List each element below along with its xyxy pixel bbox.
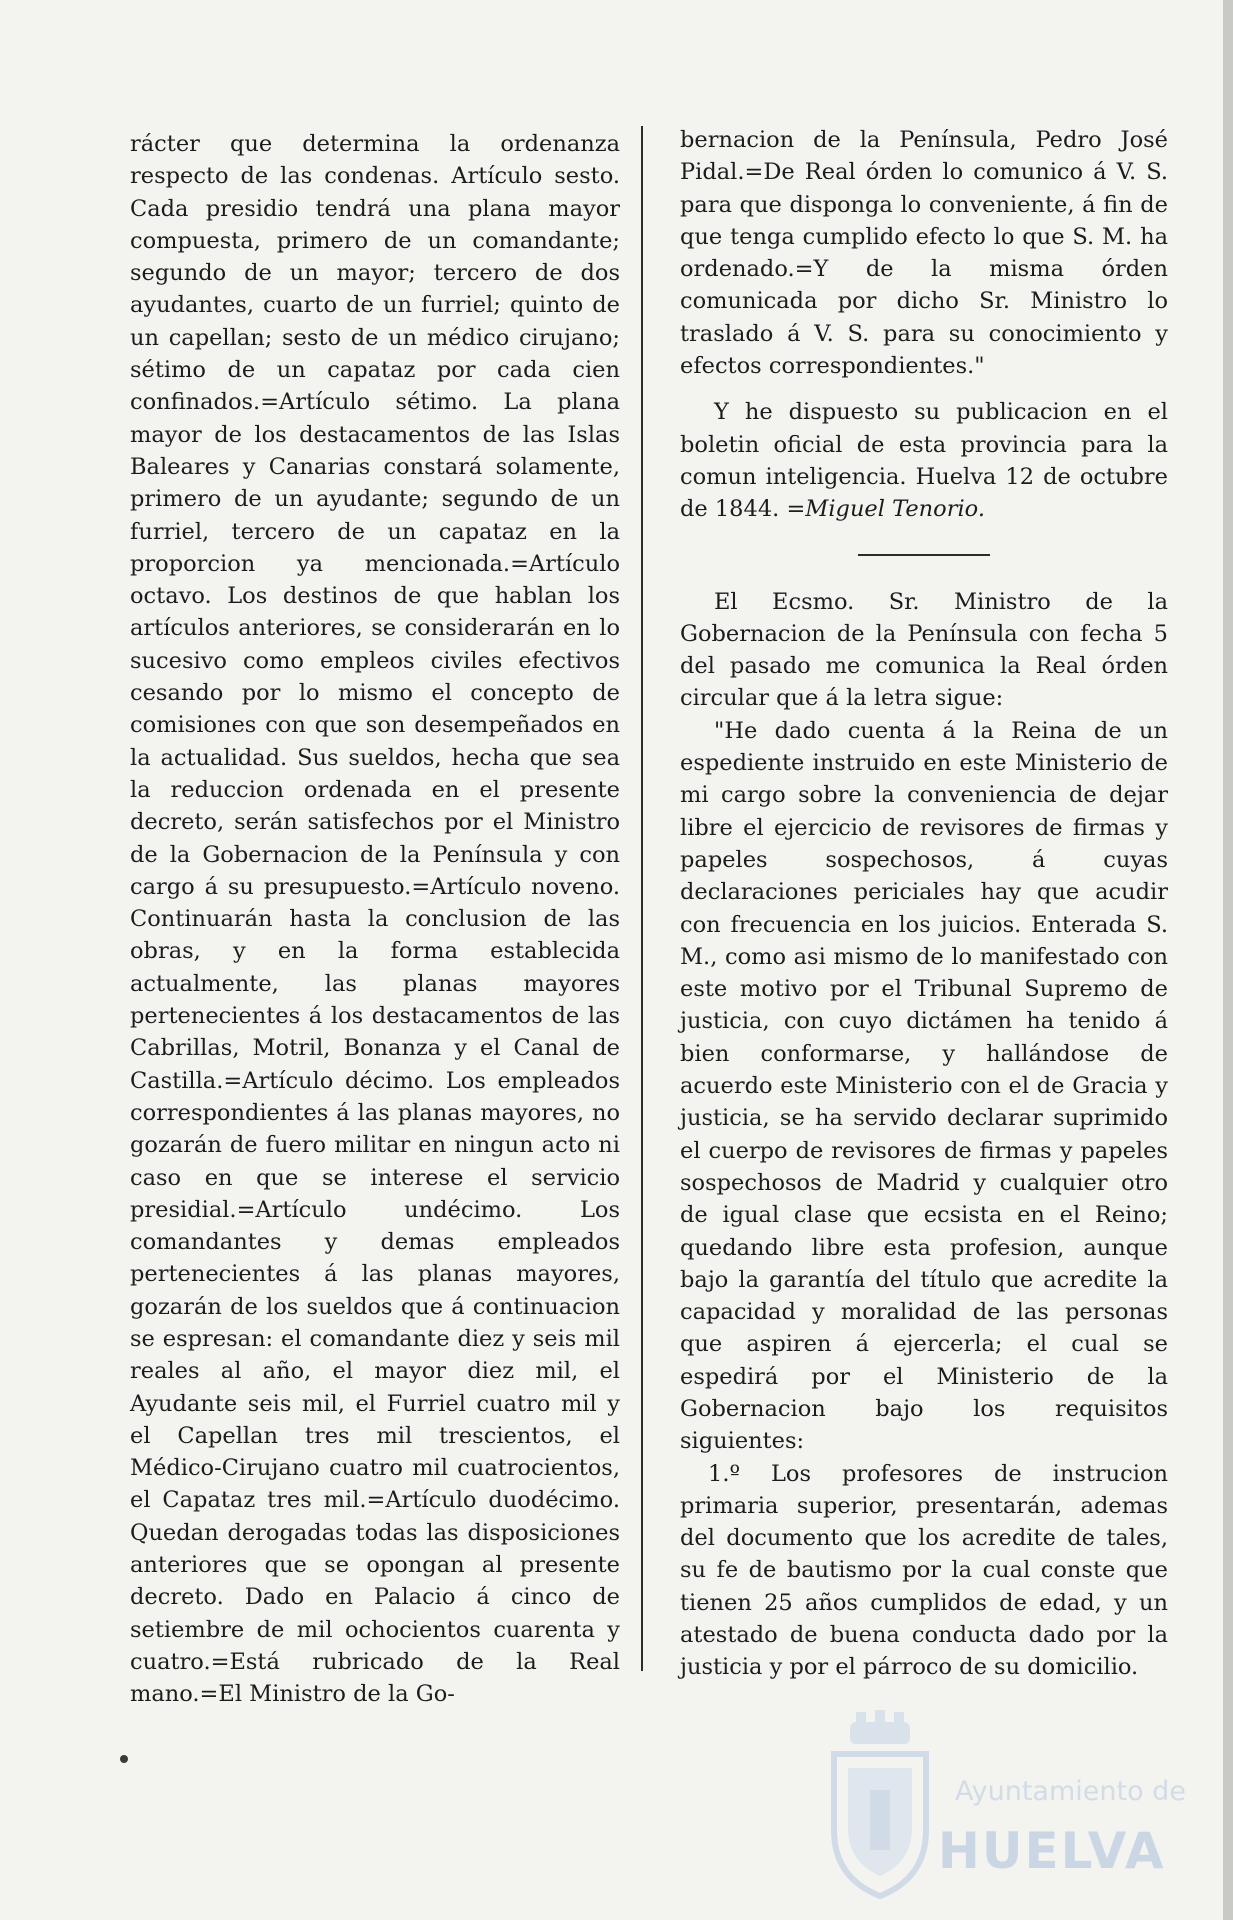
right-paragraph-3: El Ecsmo. Sr. Ministro de la Gobernacion de la Península con fecha 5 del pasado me comunica la Real órden circular que á la letra sigue: [680,588,1168,712]
watermark-line-1: Ayuntamiento de [955,1776,1186,1807]
ink-spot [120,1755,128,1763]
section-divider [858,554,990,556]
watermark-line-2: HUELVA [938,1822,1166,1880]
left-column [130,128,620,1711]
signature: =Miguel Tenorio. [786,496,985,523]
column-divider [641,126,643,1671]
left-paragraph-1: rácter que determina la ordenanza respecto de las condenas. Artículo sesto. Cada presidio tendrá una plana mayor compuesta, primero de un comandante; segundo de un mayor; tercero de dos ayudantes, cuarto de un furriel; quinto de un capellan; sesto de un médico cirujano; sétimo de un capataz por cada cien confinados.=Artículo sétimo. La plana mayor de los destacamentos de las Islas Baleares y Canarias constará solamente, primero de un ayudante; segundo de un furriel, tercero de un capataz en la proporcion ya mencionada.=Artículo octavo. Los destinos de que hablan los artículos anteriores, se considerarán en lo sucesivo como empleos civiles efectivos cesando por lo mismo el concepto de comisiones con que son desempeñados en la actualidad. Sus sueldos, hecha que sea la reduccion ordenada en el presente decreto, serán satisfechos por el Ministro de la Gobernacion de la Península y con cargo á su presupuesto.=Artículo noveno. Continuarán hasta la conclusion de las obras, y en la forma establecida actualmente, las planas mayores pertenecientes á los destacamentos de las Cabrillas, Motril, Bonanza y el Canal de Castilla.=Artículo décimo. Los empleados correspondientes á las planas mayores, no gozarán de fuero militar en ningun acto ni caso en que se interese el servicio presidial.=Artículo undécimo. Los comandantes y demas empleados pertenecientes á las planas mayores, gozarán de los sueldos que á continuacion se espresan: el comandante diez y seis mil reales al año, el mayor diez mil, el Ayudante seis mil, el Furriel cuatro mil y el Capellan tres mil trescientos, el Médico-Cirujano cuatro mil cuatrocientos, el Capataz tres mil.=Artículo duodécimo. Quedan derogadas todas las disposiciones anteriores que se opongan al presente decreto. Dado en Palacio á cinco de setiembre de mil ochocientos cuarenta y cuatro.=Está rubricado de la Real mano.=El Ministro de la Go- [130,131,620,1708]
watermark [820,1710,1186,1900]
coat-of-arms-icon [820,1710,940,1900]
right-column [680,124,1168,1684]
right-paragraph-1: bernacion de la Península, Pedro José Pidal.=De Real órden lo comunico á V. S. para que disponga lo conveniente, á fin de que tenga cumplido efecto lo que S. M. ha ordenado.=Y de la misma órden comunicada por dicho Sr. Ministro lo traslado á V. S. para su conocimiento y efectos correspondientes." [680,127,1168,380]
publication-note: Y he dispuesto su publicacion en el boletin oficial de esta provincia para la comun inteligencia. Huelva 12 de octubre de 1844. [680,399,1168,523]
right-paragraph-2 [680,396,1168,525]
requirement-item-1: 1.º Los profesores de instrucion primaria superior, presentarán, ademas del documento que los acredite de tales, su fe de bautismo por la cual conste que tienen 25 años cumplidos de edad, y un atestado de buena conducta dado por la justicia y por el párroco de su domicilio. [680,1460,1168,1681]
page-edge [1223,0,1233,1920]
right-paragraph-4: "He dado cuenta á la Reina de un espediente instruido en este Ministerio de mi cargo sobre la conveniencia de dejar libre el ejercicio de revisores de firmas y papeles sospechosos, á cuyas declaraciones periciales hay que acudir con frecuencia en los juicios. Enterada S. M., como asi mismo de lo manifestado con este motivo por el Tribunal Supremo de justicia, con cuyo dictámen ha tenido á bien conformarse, y hallándose de acuerdo este Ministerio con el de Gracia y justicia, se ha servido declarar suprimido el cuerpo de revisores de firmas y papeles sospechosos de Madrid y cualquier otro de igual clase que ecsista en el Reino; quedando libre esta profesion, aunque bajo la garantía del título que acredite la capacidad y moralidad de las personas que aspiren á ejercerla; el cual se espedirá por el Ministerio de la Gobernacion bajo los requisitos siguientes: [680,717,1168,1455]
